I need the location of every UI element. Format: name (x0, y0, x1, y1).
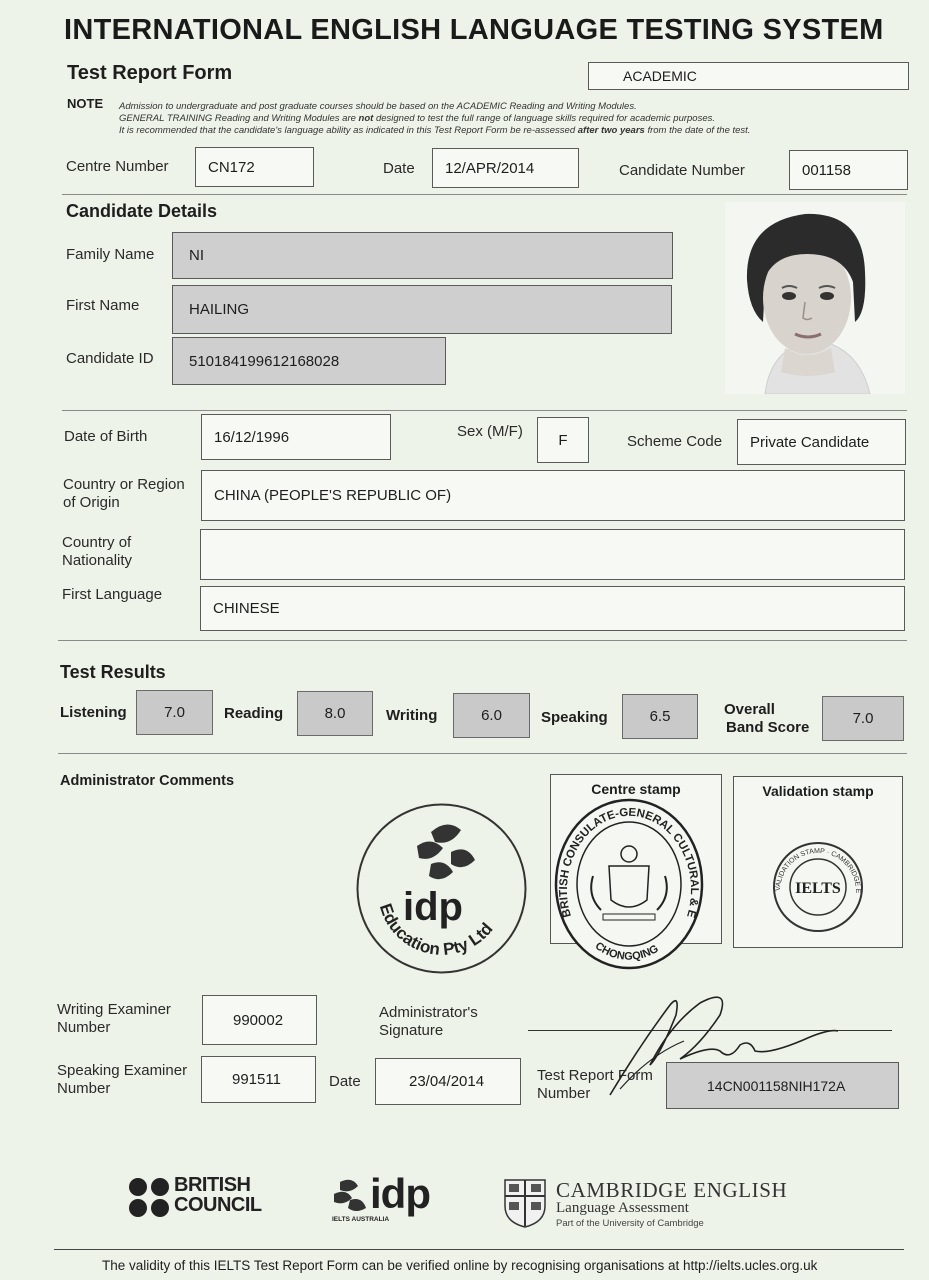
first-name-value: HAILING (189, 301, 250, 318)
listening-score (136, 690, 213, 735)
cambridge-tagline: Part of the University of Cambridge (556, 1218, 704, 1229)
test-date-value: 12/APR/2014 (445, 159, 535, 177)
writing-examiner-label: Writing Examiner Number (57, 1001, 171, 1036)
writing-score (453, 693, 530, 738)
first-language-field (200, 586, 905, 631)
validation-stamp-label: Validation stamp (762, 783, 874, 799)
validation-stamp-graphic (770, 839, 866, 935)
idp-ielts-australia-logo (330, 1172, 440, 1228)
scheme-code-field (737, 419, 906, 465)
cambridge-subtitle: Language Assessment (556, 1200, 689, 1216)
centre-number-value: CN172 (208, 158, 255, 176)
administrator-signature (580, 985, 850, 1105)
cambridge-english-logo (503, 1178, 823, 1230)
nationality-label: Country of Nationality (62, 534, 133, 569)
family-name-value: NI (189, 247, 204, 264)
photo-image (725, 202, 905, 394)
speaking-examiner-value: 991511 (232, 1071, 281, 1088)
first-language-label: First Language (62, 586, 163, 603)
origin-value: CHINA (PEOPLE'S REPUBLIC OF) (214, 487, 452, 504)
test-results-title: Test Results (60, 662, 166, 682)
speaking-label: Speaking (541, 709, 608, 726)
consulate-ring-text: BRITISH CONSULATE-GENERAL CULTURAL & E (557, 806, 701, 919)
speaking-value: 6.5 (649, 708, 671, 725)
scheme-code-value: Private Candidate (750, 433, 870, 451)
admin-date-label: Date (329, 1073, 361, 1090)
centre-number-label: Centre Number (66, 158, 169, 175)
idp-stamp-text: idp (403, 885, 463, 929)
footer-text: The validity of this IELTS Test Report Form can be verified online by recognising organisations at http://ielts.ucles.org.uk (102, 1258, 818, 1273)
idp-leaf-icon (332, 1178, 368, 1218)
form-subtitle: Test Report Form (67, 62, 233, 84)
speaking-examiner-label: Speaking Examiner Number (57, 1062, 188, 1097)
first-name-field (172, 285, 672, 334)
idp-stamp-graphic (355, 802, 528, 975)
reading-value: 8.0 (324, 705, 346, 722)
overall-label: Overall Band Score (724, 701, 810, 736)
dob-label: Date of Birth (64, 428, 148, 445)
divider (62, 194, 907, 195)
british-council-dots-icon (128, 1177, 172, 1219)
origin-label: Country or Region of Origin (63, 476, 185, 511)
idp-subtitle: IELTS AUSTRALIA (332, 1216, 390, 1223)
divider (58, 753, 907, 754)
module-box (588, 62, 909, 90)
centre-stamp-label: Centre stamp (591, 781, 681, 797)
british-council-logo (128, 1175, 268, 1221)
cambridge-title: CAMBRIDGE ENGLISH (556, 1178, 788, 1202)
candidate-number-value: 001158 (802, 161, 851, 179)
admin-signature-label: Administrator's Signature (379, 1004, 478, 1039)
admin-date-field (375, 1058, 521, 1105)
candidate-number-label: Candidate Number (619, 162, 745, 179)
validation-stamp-box (733, 776, 903, 948)
form-title: INTERNATIONAL ENGLISH LANGUAGE TESTING SYSTEM (64, 14, 884, 46)
british-council-wordmark: BRITISH COUNCIL (174, 1174, 262, 1216)
reading-score (297, 691, 373, 736)
sex-value: F (558, 431, 568, 449)
idp-stamp-ring-text: Education Pty Ltd (375, 901, 497, 959)
family-name-label: Family Name (66, 246, 155, 263)
note-line-3: It is recommended that the candidate's language ability as indicated in this Test Report Form be re-assessed after two years from the date of the test. (119, 125, 751, 136)
footer-divider (54, 1249, 904, 1250)
speaking-score (622, 694, 698, 739)
overall-score (822, 696, 904, 741)
overall-value: 7.0 (852, 710, 874, 727)
centre-number-field (195, 147, 314, 187)
candidate-id-field (172, 337, 446, 385)
admin-comments-label: Administrator Comments (60, 773, 235, 789)
writing-label: Writing (386, 707, 438, 724)
validation-center-text: IELTS (795, 880, 841, 897)
consulate-city-text: CHONGQING (592, 939, 661, 963)
module-value: ACADEMIC (623, 68, 697, 84)
family-name-field (172, 232, 673, 279)
nationality-field (200, 529, 905, 580)
listening-label: Listening (60, 704, 127, 721)
candidate-number-field (789, 150, 908, 190)
idp-wordmark: idp (370, 1170, 430, 1217)
trf-number-label: Test Report Form Number (537, 1067, 653, 1102)
validation-ring-text: VALIDATION STAMP · CAMBRIDGE E (774, 847, 862, 894)
cambridge-shield-icon (503, 1178, 547, 1228)
test-date-field (432, 148, 579, 188)
candidate-details-title: Candidate Details (66, 201, 218, 221)
first-language-value: CHINESE (213, 600, 280, 617)
admin-date-value: 23/04/2014 (409, 1073, 485, 1090)
writing-examiner-value: 990002 (233, 1011, 284, 1029)
scheme-code-label: Scheme Code (627, 433, 723, 450)
validation-stamp (770, 839, 866, 935)
divider (62, 410, 907, 411)
dob-value: 16/12/1996 (214, 428, 290, 446)
origin-field (201, 470, 905, 521)
consulate-stamp (553, 796, 705, 972)
date-label: Date (383, 160, 415, 177)
dob-field (201, 414, 391, 460)
candidate-photo (725, 202, 905, 394)
signature-graphic (580, 985, 850, 1105)
speaking-examiner-field (201, 1056, 316, 1103)
reading-label: Reading (224, 705, 284, 722)
first-name-label: First Name (66, 297, 140, 314)
writing-value: 6.0 (481, 707, 502, 724)
sex-label: Sex (M/F) (457, 423, 523, 440)
idp-stamp (355, 802, 528, 975)
note-label: NOTE (67, 96, 104, 111)
note-line-1: Admission to undergraduate and post graduate courses should be based on the ACADEMIC Reading and Writing Modules. (119, 101, 637, 112)
note-line-2: GENERAL TRAINING Reading and Writing Modules are not designed to test the full range of language skills required for academic purposes. (119, 113, 716, 124)
sex-field (537, 417, 589, 463)
candidate-id-label: Candidate ID (66, 350, 154, 367)
divider (58, 640, 907, 641)
writing-examiner-field (202, 995, 317, 1045)
trf-number-value: 14CN001158NIH172A (707, 1077, 846, 1094)
listening-value: 7.0 (164, 704, 185, 721)
candidate-id-value: 510184199612168028 (189, 352, 340, 370)
consulate-stamp-graphic (553, 796, 705, 972)
